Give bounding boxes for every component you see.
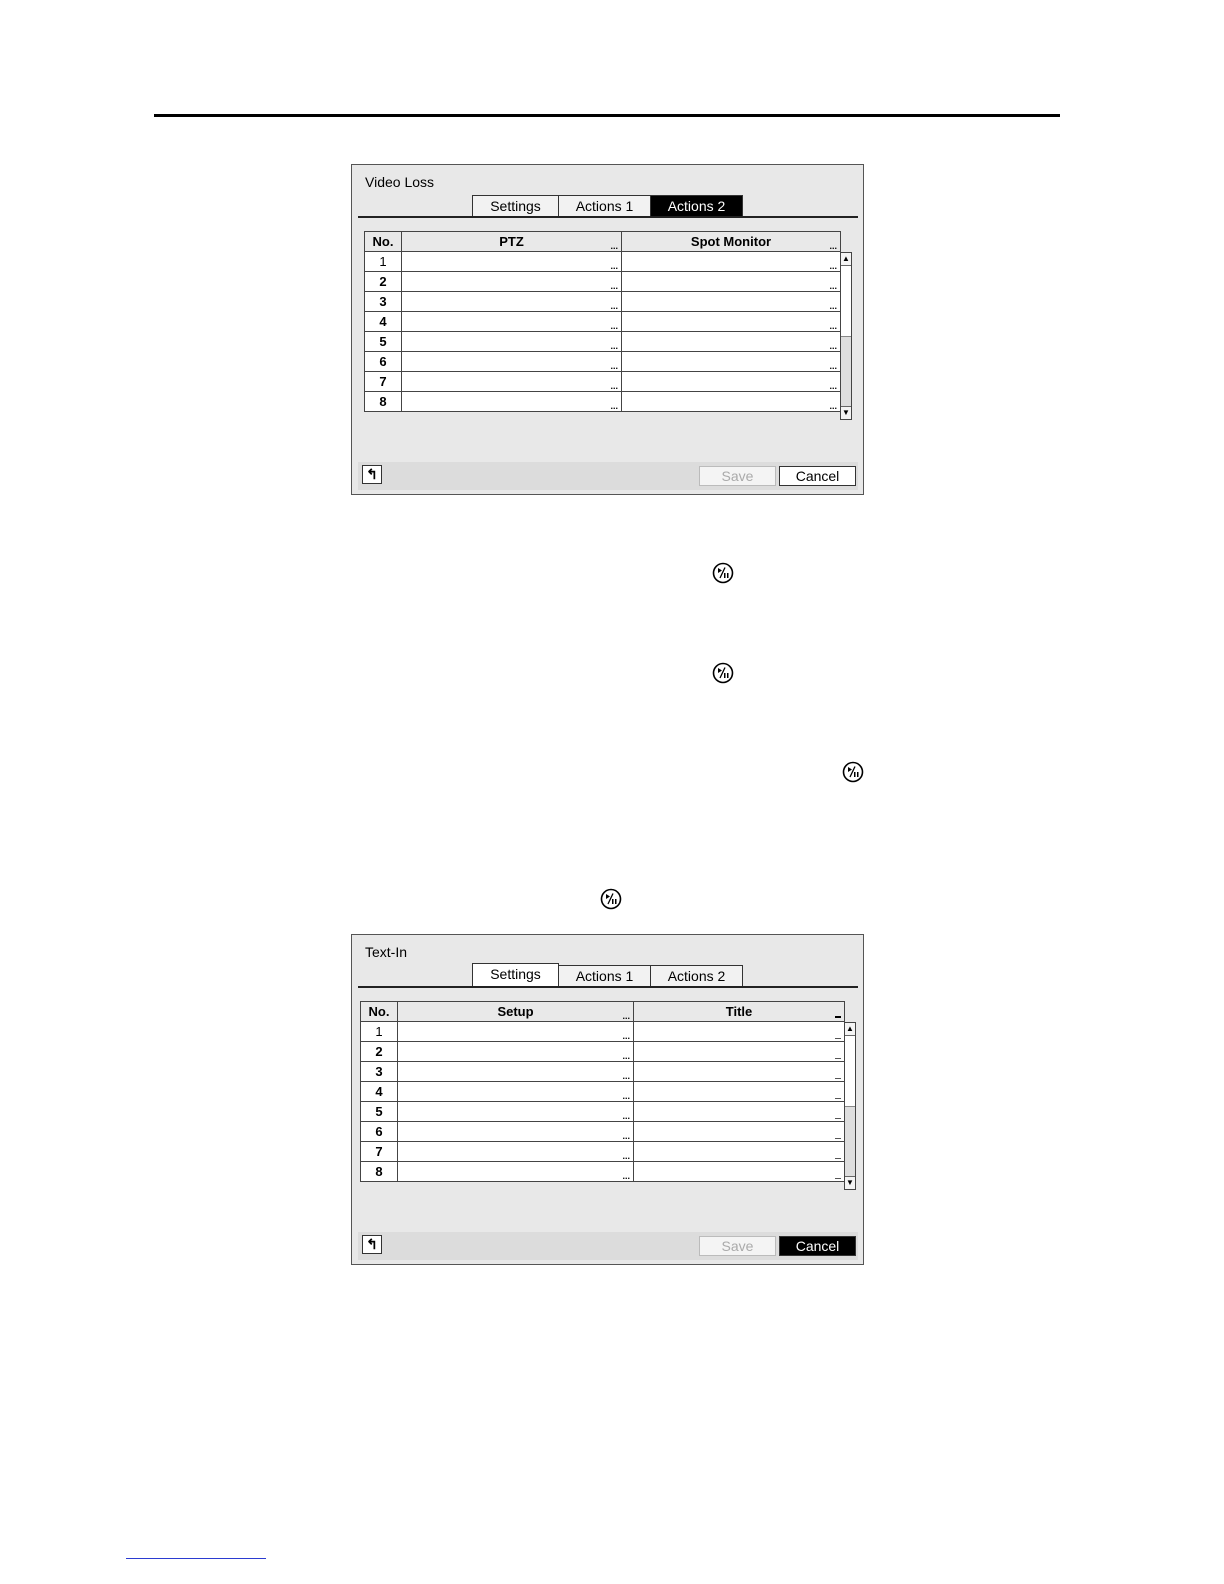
- top-rule: [154, 114, 1060, 117]
- dialog-footer: [358, 1232, 858, 1260]
- table-area: [360, 1001, 856, 1191]
- row-number: 1: [361, 1022, 398, 1042]
- table-row: [365, 352, 841, 372]
- column-header-ptz[interactable]: PTZ ...: [402, 232, 622, 252]
- vertical-scrollbar[interactable]: [840, 252, 852, 420]
- row-number: 1: [365, 252, 402, 272]
- title-cell[interactable]: [634, 1102, 845, 1122]
- row-number: 2: [361, 1042, 398, 1062]
- setup-cell[interactable]: ...: [398, 1042, 634, 1062]
- setup-cell[interactable]: ...: [398, 1102, 634, 1122]
- setup-table: [360, 1001, 845, 1182]
- table-row: [361, 1122, 845, 1142]
- footnote-link-underline[interactable]: [126, 1558, 266, 1559]
- ptz-cell[interactable]: ...: [402, 312, 622, 332]
- table-row: [365, 292, 841, 312]
- save-button[interactable]: Save: [699, 466, 776, 486]
- row-number: 3: [361, 1062, 398, 1082]
- play-pause-icon: [712, 562, 734, 584]
- title-cell[interactable]: [634, 1082, 845, 1102]
- tab-divider: [358, 986, 858, 988]
- row-number: 5: [365, 332, 402, 352]
- row-number: 4: [361, 1082, 398, 1102]
- cancel-button[interactable]: Cancel: [779, 466, 856, 486]
- ptz-cell[interactable]: ...: [402, 272, 622, 292]
- play-pause-icon: [842, 761, 864, 783]
- column-header-no: No.: [365, 232, 402, 252]
- row-number: 2: [365, 272, 402, 292]
- tab-divider: [358, 216, 858, 218]
- play-pause-icon: [712, 662, 734, 684]
- title-cell[interactable]: [634, 1022, 845, 1042]
- tab-actions-1[interactable]: Actions 1: [558, 195, 651, 216]
- table-row: [365, 312, 841, 332]
- ptz-cell[interactable]: ...: [402, 292, 622, 312]
- setup-cell[interactable]: ...: [398, 1162, 634, 1182]
- table-body: [361, 1022, 845, 1182]
- tab-settings[interactable]: Settings: [472, 195, 559, 216]
- row-number: 6: [365, 352, 402, 372]
- tab-bar: [472, 195, 742, 216]
- cancel-button[interactable]: Cancel: [779, 1236, 856, 1256]
- tab-actions-1[interactable]: Actions 1: [558, 965, 651, 986]
- play-pause-icon: [600, 888, 622, 910]
- back-arrow-icon[interactable]: ↰: [362, 465, 382, 484]
- column-header-spot-monitor[interactable]: Spot Monitor ...: [622, 232, 841, 252]
- setup-cell[interactable]: ...: [398, 1142, 634, 1162]
- table-row: [365, 252, 841, 272]
- table-area: [364, 231, 853, 421]
- ptz-cell[interactable]: ...: [402, 252, 622, 272]
- spot-monitor-cell[interactable]: ...: [622, 272, 841, 292]
- spot-monitor-cell[interactable]: ...: [622, 252, 841, 272]
- setup-cell[interactable]: ...: [398, 1122, 634, 1142]
- dialog-footer: [358, 462, 858, 490]
- spot-monitor-cell[interactable]: ...: [622, 292, 841, 312]
- ptz-cell[interactable]: ...: [402, 372, 622, 392]
- title-cell[interactable]: [634, 1042, 845, 1062]
- action-table: [364, 231, 841, 412]
- spot-monitor-cell[interactable]: ...: [622, 312, 841, 332]
- scroll-up-icon[interactable]: ▲: [841, 253, 851, 266]
- table-row: [365, 372, 841, 392]
- column-header-setup[interactable]: Setup ...: [398, 1002, 634, 1022]
- setup-cell[interactable]: ...: [398, 1062, 634, 1082]
- ptz-cell[interactable]: ...: [402, 392, 622, 412]
- title-cell[interactable]: [634, 1122, 845, 1142]
- row-number: 5: [361, 1102, 398, 1122]
- scroll-down-icon[interactable]: ▼: [842, 408, 850, 417]
- row-number: 4: [365, 312, 402, 332]
- spot-monitor-cell[interactable]: ...: [622, 332, 841, 352]
- table-row: [365, 272, 841, 292]
- column-header-title[interactable]: Title: [634, 1002, 845, 1022]
- row-number: 8: [365, 392, 402, 412]
- title-cell[interactable]: [634, 1062, 845, 1082]
- row-number: 3: [365, 292, 402, 312]
- table-body: [365, 252, 841, 412]
- table-row: [361, 1082, 845, 1102]
- table-row: [361, 1042, 845, 1062]
- tab-actions-2[interactable]: Actions 2: [650, 195, 743, 216]
- text-in-dialog: [351, 934, 864, 1265]
- setup-cell[interactable]: ...: [398, 1022, 634, 1042]
- ptz-cell[interactable]: ...: [402, 352, 622, 372]
- back-arrow-icon[interactable]: ↰: [362, 1235, 382, 1254]
- row-number: 7: [361, 1142, 398, 1162]
- save-button[interactable]: Save: [699, 1236, 776, 1256]
- tab-actions-2[interactable]: Actions 2: [650, 965, 743, 986]
- setup-cell[interactable]: ...: [398, 1082, 634, 1102]
- dialog-title: Video Loss: [365, 174, 435, 190]
- table-row: [365, 332, 841, 352]
- title-cell[interactable]: [634, 1162, 845, 1182]
- table-row: [361, 1022, 845, 1042]
- table-row: [361, 1062, 845, 1082]
- row-number: 7: [365, 372, 402, 392]
- row-number: 8: [361, 1162, 398, 1182]
- spot-monitor-cell[interactable]: ...: [622, 392, 841, 412]
- scroll-up-icon[interactable]: ▲: [845, 1023, 855, 1036]
- ptz-cell[interactable]: ...: [402, 332, 622, 352]
- title-cell[interactable]: [634, 1142, 845, 1162]
- table-row: [361, 1162, 845, 1182]
- column-header-no: No.: [361, 1002, 398, 1022]
- table-row: [365, 392, 841, 412]
- tab-bar: [472, 965, 742, 986]
- scroll-down-icon[interactable]: ▼: [846, 1178, 854, 1187]
- spot-monitor-cell[interactable]: ...: [622, 352, 841, 372]
- table-row: [361, 1102, 845, 1122]
- row-number: 6: [361, 1122, 398, 1142]
- tab-settings[interactable]: Settings: [472, 963, 559, 986]
- spot-monitor-cell[interactable]: ...: [622, 372, 841, 392]
- table-row: [361, 1142, 845, 1162]
- video-loss-dialog: [351, 164, 864, 495]
- vertical-scrollbar[interactable]: [844, 1022, 856, 1190]
- scroll-thumb[interactable]: [845, 1036, 855, 1107]
- scroll-thumb[interactable]: [841, 266, 851, 337]
- dialog-title: Text-In: [365, 944, 408, 960]
